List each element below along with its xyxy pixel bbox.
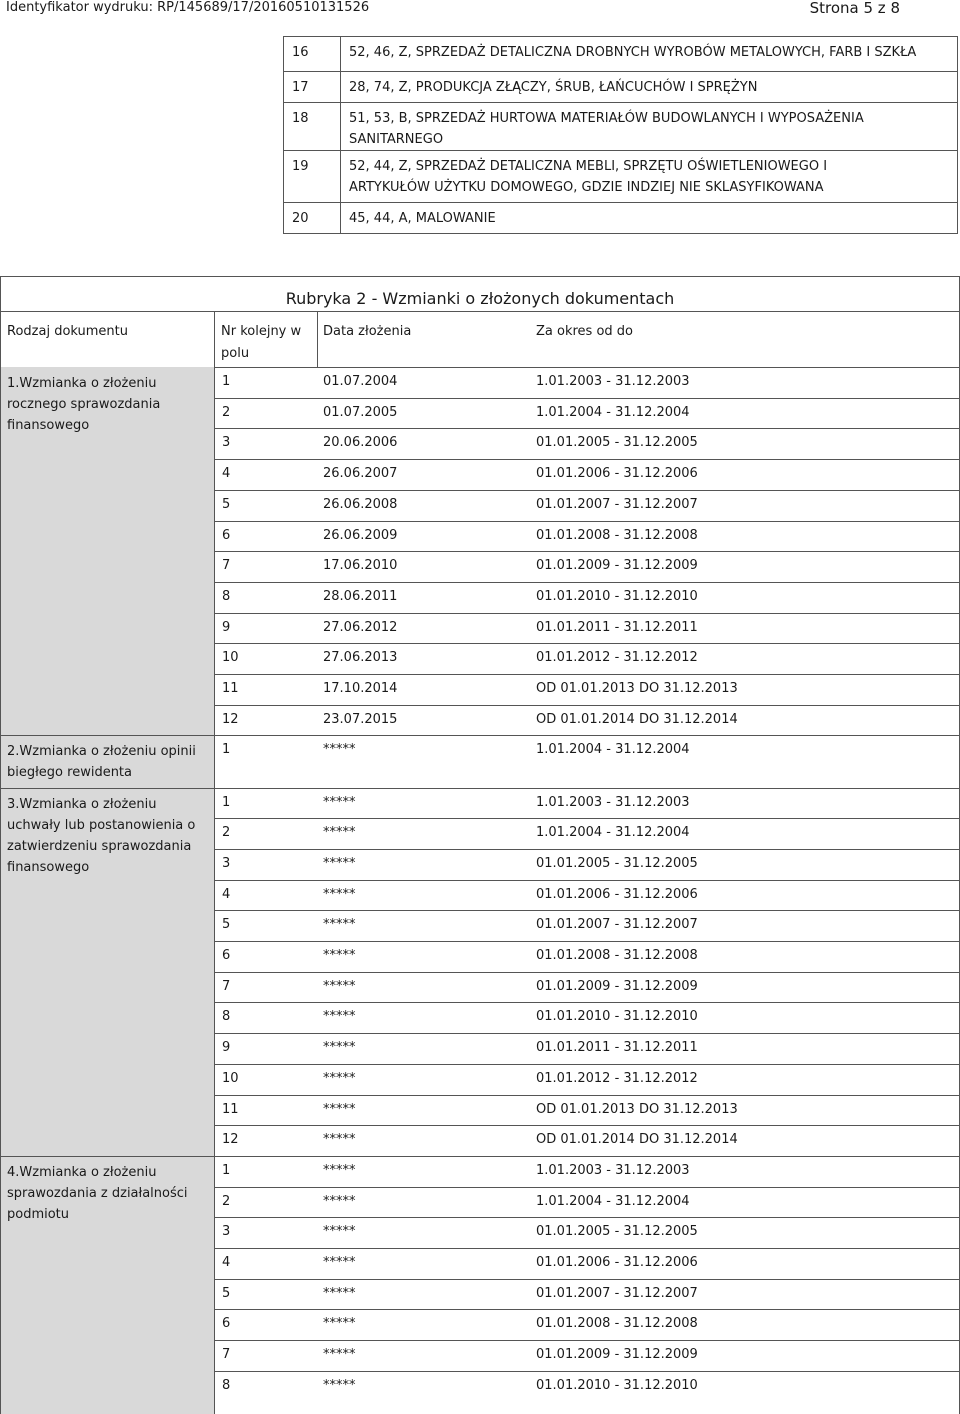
period-cell: OD 01.01.2013 DO 31.12.2013: [536, 681, 738, 696]
filing-date-cell: *****: [323, 1193, 356, 1209]
period-cell: 01.01.2010 - 31.12.2010: [536, 588, 698, 604]
sequence-number-cell: 6: [222, 948, 231, 964]
document-type-column: [1, 367, 215, 1414]
filing-date-cell: *****: [323, 855, 356, 871]
document-row: [215, 1371, 959, 1403]
sequence-number-cell: 2: [222, 1193, 231, 1209]
document-row: [215, 972, 959, 1004]
header-sequence-number: Nr kolejny w polu: [221, 324, 302, 361]
sequence-number-cell: 11: [222, 1101, 239, 1117]
filing-date-cell: *****: [323, 825, 356, 841]
filing-date-cell: *****: [323, 1162, 356, 1178]
rubric-title: Rubryka 2 - Wzmianki o złożonych dokumentach: [285, 289, 675, 308]
sequence-number-cell: 3: [222, 1224, 231, 1240]
sequence-number-cell: 1: [222, 374, 231, 389]
pkd-row-text: 52, 46, Z, SPRZEDAŻ DETALICZNA DROBNYCH WYROBÓW METALOWYCH, FARB I SZKŁA: [341, 37, 958, 72]
period-cell: 01.01.2007 - 31.12.2007: [536, 496, 698, 512]
period-cell: 01.01.2012 - 31.12.2012: [536, 1070, 698, 1086]
document-row: [215, 1340, 959, 1372]
sequence-number-cell: 1: [222, 1162, 231, 1178]
sequence-number-cell: 11: [222, 681, 239, 696]
sequence-number-cell: 4: [222, 466, 231, 482]
filing-date-cell: 17.10.2014: [323, 681, 398, 696]
document-row: [215, 459, 959, 491]
document-row: [215, 490, 959, 522]
document-row: [215, 1187, 959, 1219]
period-cell: 01.01.2006 - 31.12.2006: [536, 886, 698, 902]
document-type-label: 4.Wzmianka o złożeniu sprawozdania z działalności podmiotu: [7, 1164, 188, 1222]
header-document-type: Rodzaj dokumentu: [7, 324, 128, 339]
sequence-number-cell: 9: [222, 619, 231, 635]
document-row: [215, 551, 959, 583]
period-cell: 01.01.2008 - 31.12.2008: [536, 948, 698, 964]
header-divider: [214, 311, 215, 367]
document-row: [215, 1156, 959, 1188]
header-filing-date: Data złożenia: [323, 324, 412, 339]
filing-date-cell: *****: [323, 1040, 356, 1056]
period-cell: 1.01.2003 - 31.12.2003: [536, 1162, 690, 1178]
document-row: [215, 428, 959, 460]
document-row: [215, 1033, 959, 1065]
filing-date-cell: *****: [323, 742, 356, 758]
document-type-separator: [1, 1156, 214, 1157]
document-type-separator: [1, 788, 214, 789]
sequence-number-cell: 3: [222, 435, 231, 451]
document-row: [215, 818, 959, 850]
document-row: [215, 849, 959, 881]
document-row: [215, 880, 959, 912]
sequence-number-cell: 8: [222, 1009, 231, 1025]
period-cell: 01.01.2006 - 31.12.2006: [536, 1255, 698, 1271]
filing-date-cell: *****: [323, 1377, 356, 1393]
rubric-documents: [0, 276, 960, 1414]
period-cell: 01.01.2009 - 31.12.2009: [536, 1347, 698, 1363]
document-row: [215, 1217, 959, 1249]
sequence-number-cell: 12: [222, 1132, 239, 1148]
period-cell: 01.01.2009 - 31.12.2009: [536, 978, 698, 994]
header-top-rule: [1, 311, 959, 312]
period-cell: 1.01.2004 - 31.12.2004: [536, 825, 690, 841]
filing-date-cell: 17.06.2010: [323, 558, 398, 574]
sequence-number-cell: 3: [222, 855, 231, 871]
filing-date-cell: 26.06.2009: [323, 527, 398, 543]
document-row: [215, 1064, 959, 1096]
filing-date-cell: 27.06.2012: [323, 619, 398, 635]
period-cell: 01.01.2005 - 31.12.2005: [536, 855, 698, 871]
filing-date-cell: 01.07.2004: [323, 374, 398, 389]
document-row: [215, 367, 959, 399]
filing-date-cell: 23.07.2015: [323, 711, 398, 727]
sequence-number-cell: 10: [222, 650, 239, 666]
document-row: [215, 941, 959, 973]
filing-date-cell: *****: [323, 1316, 356, 1332]
filing-date-cell: 27.06.2013: [323, 650, 398, 666]
period-cell: 01.01.2008 - 31.12.2008: [536, 527, 698, 543]
pkd-row: [284, 203, 958, 234]
period-cell: OD 01.01.2013 DO 31.12.2013: [536, 1101, 738, 1117]
sequence-number-cell: 5: [222, 1285, 231, 1301]
pkd-row: [284, 103, 958, 151]
sequence-number-cell: 8: [222, 588, 231, 604]
filing-date-cell: *****: [323, 1224, 356, 1240]
document-row: [215, 735, 959, 767]
sequence-number-cell: 2: [222, 404, 231, 420]
document-row: [215, 1002, 959, 1034]
sequence-number-cell: 7: [222, 1347, 231, 1363]
sequence-number-cell: 7: [222, 558, 231, 574]
sequence-number-cell: 8: [222, 1377, 231, 1393]
period-cell: 1.01.2003 - 31.12.2003: [536, 794, 690, 810]
filing-date-cell: *****: [323, 1285, 356, 1301]
sequence-number-cell: 4: [222, 886, 231, 902]
period-cell: 1.01.2004 - 31.12.2004: [536, 742, 690, 758]
period-cell: 01.01.2007 - 31.12.2007: [536, 917, 698, 933]
period-cell: 01.01.2011 - 31.12.2011: [536, 619, 698, 635]
document-row: [215, 1095, 959, 1127]
sequence-number-cell: 6: [222, 527, 231, 543]
period-cell: 1.01.2003 - 31.12.2003: [536, 374, 690, 389]
filing-date-cell: *****: [323, 1347, 356, 1363]
document-type-label: 2.Wzmianka o złożeniu opinii biegłego rewidenta: [7, 744, 196, 781]
period-cell: 01.01.2010 - 31.12.2010: [536, 1377, 698, 1393]
header-divider: [317, 311, 318, 367]
period-cell: 01.01.2011 - 31.12.2011: [536, 1040, 698, 1056]
header-period: Za okres od do: [536, 324, 633, 339]
pkd-row-text: 52, 44, Z, SPRZEDAŻ DETALICZNA MEBLI, SPRZĘTU OŚWIETLENIOWEGO I ARTYKUŁÓW UŻYTKU DOMOWEGO, GDZIE INDZIEJ NIE SKLASYFIKOWANA: [341, 151, 958, 203]
document-row: [215, 521, 959, 553]
document-row: [215, 674, 959, 706]
sequence-number-cell: 4: [222, 1255, 231, 1271]
filing-date-cell: 28.06.2011: [323, 588, 398, 604]
document-row: [215, 582, 959, 614]
document-row: [215, 1309, 959, 1341]
page-number: Strona 5 z 8: [809, 0, 900, 17]
sequence-number-cell: 7: [222, 978, 231, 994]
filing-date-cell: 20.06.2006: [323, 435, 398, 451]
print-header: [0, 0, 960, 16]
document-row: [215, 613, 959, 645]
sequence-number-cell: 10: [222, 1070, 239, 1086]
document-row: [215, 705, 959, 737]
pkd-row-number: 19: [284, 151, 341, 203]
filing-date-cell: 26.06.2007: [323, 466, 398, 482]
period-cell: 01.01.2005 - 31.12.2005: [536, 435, 698, 451]
period-cell: 01.01.2005 - 31.12.2005: [536, 1224, 698, 1240]
pkd-row: [284, 72, 958, 103]
filing-date-cell: *****: [323, 794, 356, 810]
filing-date-cell: 26.06.2008: [323, 496, 398, 512]
sequence-number-cell: 5: [222, 496, 231, 512]
period-cell: 01.01.2012 - 31.12.2012: [536, 650, 698, 666]
filing-date-cell: *****: [323, 1101, 356, 1117]
filing-date-cell: *****: [323, 1070, 356, 1086]
document-row: [215, 1279, 959, 1311]
filing-date-cell: *****: [323, 948, 356, 964]
sequence-number-cell: 12: [222, 711, 239, 727]
pkd-row-text: 28, 74, Z, PRODUKCJA ZŁĄCZY, ŚRUB, ŁAŃCUCHÓW I SPRĘŻYN: [341, 72, 958, 103]
pkd-row-number: 16: [284, 37, 341, 72]
pkd-row-number: 17: [284, 72, 341, 103]
sequence-number-cell: 2: [222, 825, 231, 841]
document-row: [215, 643, 959, 675]
filing-date-cell: *****: [323, 1132, 356, 1148]
pkd-row: [284, 151, 958, 203]
filing-date-cell: 01.07.2005: [323, 404, 398, 420]
document-type-label: 3.Wzmianka o złożeniu uchwały lub postanowienia o zatwierdzeniu sprawozdania finansowego: [7, 796, 196, 875]
document-row: [215, 788, 959, 820]
filing-date-cell: *****: [323, 917, 356, 933]
pkd-row-text: 51, 53, B, SPRZEDAŻ HURTOWA MATERIAŁÓW BUDOWLANYCH I WYPOSAŻENIA SANITARNEGO: [341, 103, 958, 151]
period-cell: 01.01.2008 - 31.12.2008: [536, 1316, 698, 1332]
sequence-number-cell: 1: [222, 794, 231, 810]
period-cell: 01.01.2006 - 31.12.2006: [536, 466, 698, 482]
document-row: [215, 1125, 959, 1157]
print-identifier: Identyfikator wydruku: RP/145689/17/20160510131526: [6, 0, 370, 15]
filing-date-cell: *****: [323, 886, 356, 902]
period-cell: 01.01.2007 - 31.12.2007: [536, 1285, 698, 1301]
period-cell: OD 01.01.2014 DO 31.12.2014: [536, 1132, 738, 1148]
document-row: [215, 398, 959, 430]
pkd-activity-table: [283, 36, 958, 234]
document-type-label: 1.Wzmianka o złożeniu rocznego sprawozdania finansowego: [7, 376, 161, 433]
sequence-number-cell: 1: [222, 742, 231, 758]
pkd-row-number: 18: [284, 103, 341, 151]
sequence-number-cell: 5: [222, 917, 231, 933]
period-cell: 1.01.2004 - 31.12.2004: [536, 404, 690, 420]
pkd-row-number: 20: [284, 203, 341, 234]
period-cell: 1.01.2004 - 31.12.2004: [536, 1193, 690, 1209]
filing-date-cell: *****: [323, 1009, 356, 1025]
document-type-separator: [1, 735, 214, 736]
period-cell: OD 01.01.2014 DO 31.12.2014: [536, 711, 738, 727]
document-row: [215, 910, 959, 942]
period-cell: 01.01.2009 - 31.12.2009: [536, 558, 698, 574]
filing-date-cell: *****: [323, 978, 356, 994]
sequence-number-cell: 9: [222, 1040, 231, 1056]
document-row: [215, 1248, 959, 1280]
filing-date-cell: *****: [323, 1255, 356, 1271]
pkd-row: [284, 37, 958, 72]
period-cell: 01.01.2010 - 31.12.2010: [536, 1009, 698, 1025]
pkd-row-text: 45, 44, A, MALOWANIE: [341, 203, 958, 234]
sequence-number-cell: 6: [222, 1316, 231, 1332]
